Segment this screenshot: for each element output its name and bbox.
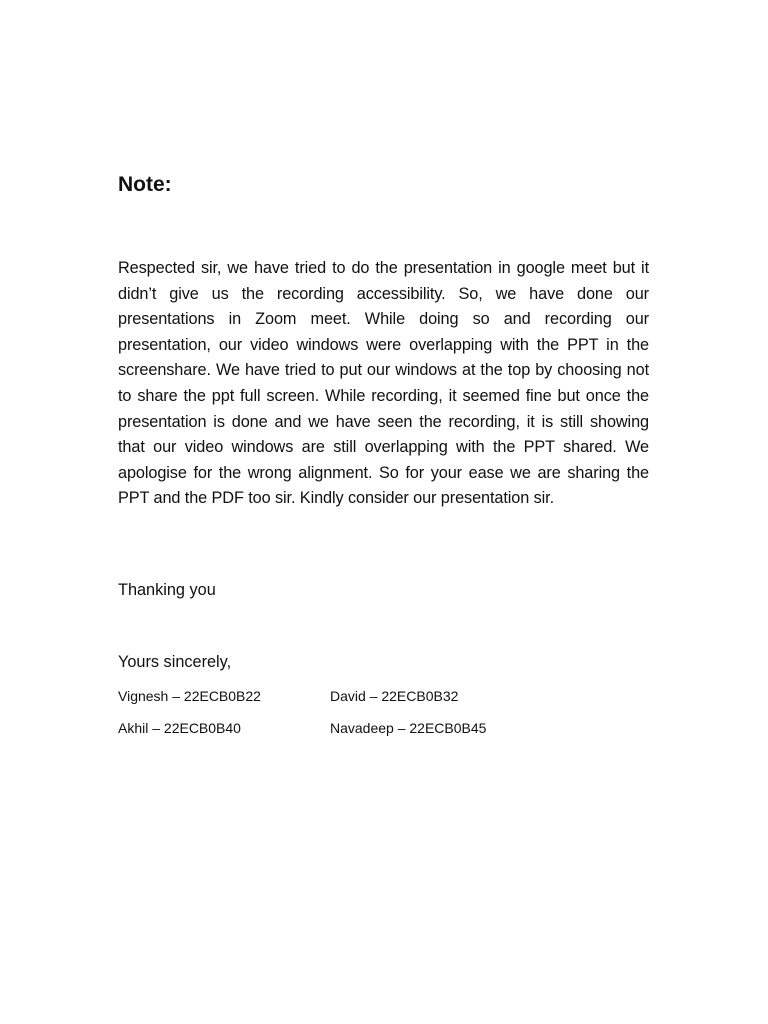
signatory-name: Vignesh – 22ECB0B22: [118, 688, 261, 704]
signatory-name: Navadeep – 22ECB0B45: [330, 720, 487, 736]
signatory-row: [118, 720, 649, 742]
signoff-line: Yours sincerely,: [118, 653, 232, 671]
closing-line: Thanking you: [118, 581, 216, 599]
signatory-name: Akhil – 22ECB0B40: [118, 720, 241, 736]
note-body: Respected sir, we have tried to do the presentation in google meet but it didn’t give us the recording accessibility. So, we have done our presentations in Zoom meet. While doing so and recording our presentation, our video windows were overlapping with the PPT in the screenshare. We have tried to put our windows at the top by choosing not to share the ppt full screen. While recording, it seemed fine but once the presentation is done and we have seen the recording, it is still showing that our video windows are still overlapping with the PPT shared. We apologise for the wrong alignment. So for your ease we are sharing the PPT and the PDF too sir. Kindly consider our presentation sir.: [118, 259, 649, 508]
note-heading: Note:: [118, 173, 172, 196]
signatory-name: David – 22ECB0B32: [330, 688, 459, 704]
signatory-row: [118, 688, 649, 710]
